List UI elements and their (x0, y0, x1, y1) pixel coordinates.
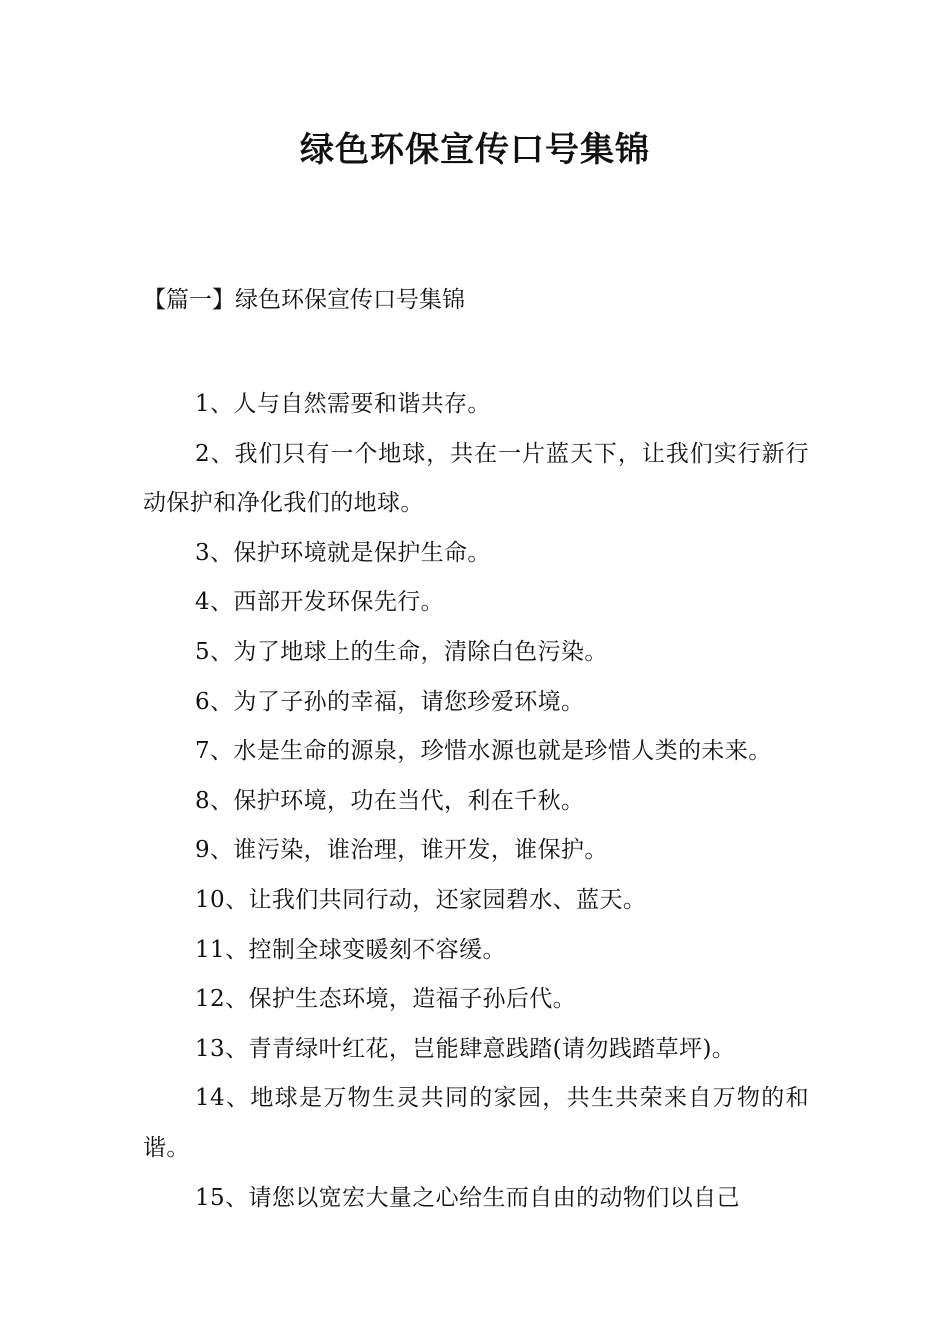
slogan-item-11: 11、控制全球变暖刻不容缓。 (195, 936, 506, 963)
section-heading: 【篇一】绿色环保宣传口号集锦 (143, 287, 465, 313)
slogan-item-7: 7、水是生命的源泉，珍惜水源也就是珍惜人类的未来。 (195, 738, 772, 765)
document-title: 绿色环保宣传口号集锦 (300, 130, 650, 170)
slogan-item-2: 2、我们只有一个地球，共在一片蓝天下，让我们实行新行动保护和净化我们的地球。 (143, 440, 809, 517)
slogan-item-8: 8、保护环境，功在当代，利在千秋。 (195, 787, 585, 814)
slogan-list (143, 380, 809, 1223)
slogan-item-10: 10、让我们共同行动，还家园碧水、蓝天。 (195, 886, 647, 913)
slogan-item-13: 13、青青绿叶红花，岂能肆意践踏(请勿践踏草坪)。 (195, 1035, 736, 1062)
slogan-item-3: 3、保护环境就是保护生命。 (195, 539, 491, 566)
slogan-item-9: 9、谁污染，谁治理，谁开发，谁保护。 (195, 837, 608, 864)
slogan-item-15: 15、请您以宽宏大量之心给生而自由的动物们以自己 (195, 1184, 740, 1211)
slogan-item-5: 5、为了地球上的生命，清除白色污染。 (195, 638, 608, 665)
slogan-item-1: 1、人与自然需要和谐共存。 (195, 391, 491, 417)
slogan-item-4: 4、西部开发环保先行。 (195, 589, 445, 616)
slogan-item-6: 6、为了子孙的幸福，请您珍爱环境。 (195, 688, 585, 715)
slogan-item-12: 12、保护生态环境，造福子孙后代。 (195, 986, 577, 1013)
slogan-item-14: 14、地球是万物生灵共同的家园，共生共荣来自万物的和谐。 (143, 1085, 809, 1161)
